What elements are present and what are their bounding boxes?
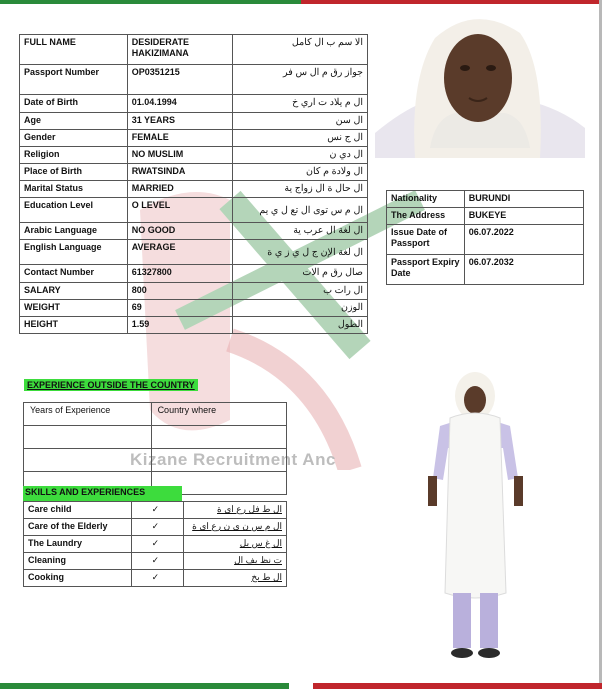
field-value: 06.07.2032: [464, 255, 583, 285]
field-arabic: ال سن: [232, 113, 368, 130]
skill-label: Cooking: [24, 570, 132, 587]
skill-label: Care child: [24, 502, 132, 519]
table-row: [20, 147, 368, 164]
table-row: [20, 223, 368, 240]
field-value: 31 YEARS: [127, 113, 232, 130]
skill-arabic: ال ط فل رع اي ة: [183, 502, 287, 519]
field-label: WEIGHT: [20, 300, 128, 317]
field-label: FULL NAME: [20, 35, 128, 65]
table-row: [20, 95, 368, 113]
field-value: 800: [127, 283, 232, 300]
field-value: OP0351215: [127, 65, 232, 95]
experience-table: [23, 402, 287, 495]
field-label: Gender: [20, 130, 128, 147]
table-row: [20, 240, 368, 265]
table-row: [20, 198, 368, 223]
table-row: [24, 553, 287, 570]
field-label: The Address: [387, 208, 465, 225]
table-row: [20, 265, 368, 283]
field-label: Passport Number: [20, 65, 128, 95]
field-label: English Language: [20, 240, 128, 265]
table-row: [24, 449, 287, 472]
field-label: HEIGHT: [20, 317, 128, 334]
experience-heading: EXPERIENCE OUTSIDE THE COUNTRY: [24, 379, 198, 391]
field-value: MARRIED: [127, 181, 232, 198]
table-row: [20, 300, 368, 317]
field-arabic: ال م يلاد ت اري خ: [232, 95, 368, 113]
skill-label: The Laundry: [24, 536, 132, 553]
column-header: Country where: [151, 403, 286, 426]
field-arabic: ال رات ب: [232, 283, 368, 300]
field-value: 1.59: [127, 317, 232, 334]
field-value: 01.04.1994: [127, 95, 232, 113]
field-arabic: ال لغة الإن ج ل ي ز ي ة: [232, 240, 368, 265]
field-label: Nationality: [387, 191, 465, 208]
skills-heading: SKILLS AND EXPERIENCES: [23, 486, 182, 501]
field-value: AVERAGE: [127, 240, 232, 265]
table-row: [24, 403, 287, 426]
skill-arabic: ال غ س يل: [183, 536, 287, 553]
page-top-stripe: [0, 0, 602, 4]
column-header: Years of Experience: [24, 403, 152, 426]
check-icon: ✓: [131, 570, 183, 587]
table-row: [20, 317, 368, 334]
table-row: [387, 208, 584, 225]
field-arabic: ال حال ة ال زواج ية: [232, 181, 368, 198]
field-arabic: صال رق م الات: [232, 265, 368, 283]
field-arabic: جواز رق م ال س فر: [232, 65, 368, 95]
field-value: 06.07.2022: [464, 225, 583, 255]
table-row: [24, 570, 287, 587]
table-row: [20, 130, 368, 147]
table-row: [20, 35, 368, 65]
field-value: FEMALE: [127, 130, 232, 147]
skill-arabic: ال ط بخ: [183, 570, 287, 587]
field-arabic: ال م س توى ال تع ل ي يم: [232, 198, 368, 223]
table-row: [20, 164, 368, 181]
field-label: Religion: [20, 147, 128, 164]
field-value: DESIDERATE HAKIZIMANA: [127, 35, 232, 65]
field-label: Passport Expiry Date: [387, 255, 465, 285]
table-row: [24, 502, 287, 519]
table-row: [387, 255, 584, 285]
field-arabic: ال لغة ال عرب ية: [232, 223, 368, 240]
field-label: Age: [20, 113, 128, 130]
page-bottom-stripe: [0, 683, 602, 689]
field-value: 69: [127, 300, 232, 317]
table-row: [387, 225, 584, 255]
check-icon: ✓: [131, 553, 183, 570]
watermark-text: Kizane Recruitment Anc: [130, 450, 336, 469]
field-label: Issue Date of Passport: [387, 225, 465, 255]
field-label: Date of Birth: [20, 95, 128, 113]
field-label: SALARY: [20, 283, 128, 300]
skill-label: Cleaning: [24, 553, 132, 570]
field-value: 61327800: [127, 265, 232, 283]
passport-info-table: [386, 190, 584, 285]
field-label: Marital Status: [20, 181, 128, 198]
field-value: NO GOOD: [127, 223, 232, 240]
field-arabic: ال ج نس: [232, 130, 368, 147]
check-icon: ✓: [131, 519, 183, 536]
field-label: Arabic Language: [20, 223, 128, 240]
skill-arabic: ال م س ن ي ن رع اي ة: [183, 519, 287, 536]
field-value: NO MUSLIM: [127, 147, 232, 164]
check-icon: ✓: [131, 536, 183, 553]
field-value: BURUNDI: [464, 191, 583, 208]
field-arabic: ال ولادة م كان: [232, 164, 368, 181]
field-value: BUKEYE: [464, 208, 583, 225]
table-row: [387, 191, 584, 208]
field-arabic: الوزن: [232, 300, 368, 317]
field-label: Education Level: [20, 198, 128, 223]
field-arabic: الطول: [232, 317, 368, 334]
table-row: [20, 113, 368, 130]
skill-label: Care of the Elderly: [24, 519, 132, 536]
table-row: [24, 426, 287, 449]
full-body-photo: [418, 368, 533, 666]
skills-table: [23, 501, 287, 587]
field-arabic: ال دي ن: [232, 147, 368, 164]
check-icon: ✓: [131, 502, 183, 519]
table-row: [20, 65, 368, 95]
field-label: Place of Birth: [20, 164, 128, 181]
field-value: RWATSINDA: [127, 164, 232, 181]
personal-info-table: [19, 34, 368, 334]
table-row: [24, 519, 287, 536]
table-row: [20, 283, 368, 300]
field-value: O LEVEL: [127, 198, 232, 223]
field-arabic: الا سم ب ال كامل: [232, 35, 368, 65]
table-row: [20, 181, 368, 198]
skill-arabic: ت نظ يف ال: [183, 553, 287, 570]
portrait-photo: [375, 8, 585, 158]
field-label: Contact Number: [20, 265, 128, 283]
table-row: [24, 536, 287, 553]
